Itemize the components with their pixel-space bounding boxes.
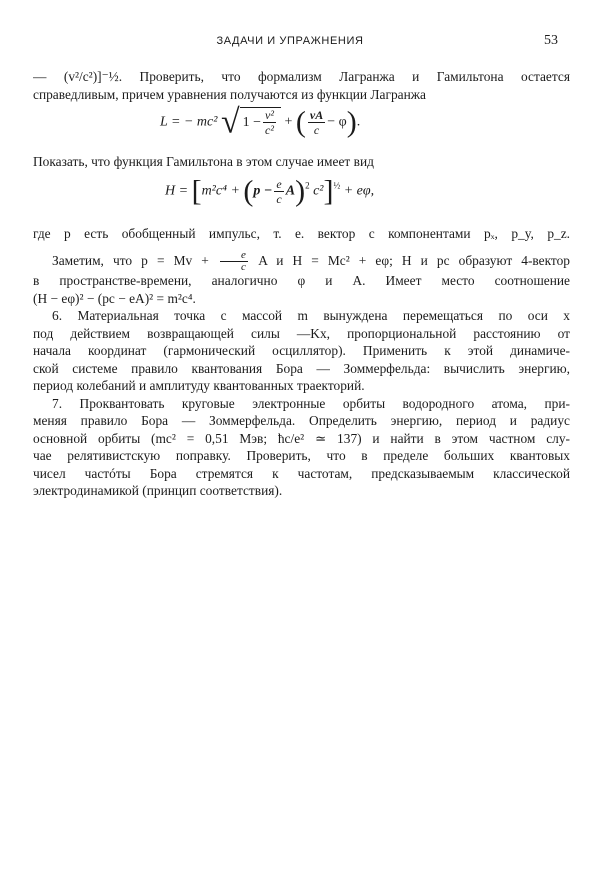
right-paren: ) [295, 174, 306, 207]
text-line: где p есть обобщенный импульс, т. е. вектор с компонентами pₓ, p_y, p_z. [33, 225, 570, 241]
text-line: чае релятивистскую поправку. Проверить, что в пределе больших квантовых [33, 448, 570, 463]
right-paren: ) [346, 105, 357, 139]
fraction [263, 108, 276, 137]
formula-one: 1 − [242, 115, 262, 130]
formula-term: m²c⁴ + [201, 183, 240, 199]
left-paren: ( [295, 105, 306, 139]
denominator: c [276, 191, 282, 206]
numerator: e [220, 250, 248, 262]
running-head [0, 33, 600, 51]
fraction [220, 250, 248, 272]
sqrt-sign: √ [220, 103, 240, 141]
formula-term: A [285, 183, 296, 199]
text-line: справедливым, причем уравнения получаются из функции Лагранжа [33, 86, 426, 102]
text-line: — (v²/c²)]⁻½. Проверить, что формализм Лагранжа и Гамильтона остается [33, 69, 570, 84]
page-number: 53 [544, 33, 558, 48]
text-line: чисел частóты Бора стремятся к частотам, предсказываемым классической [33, 465, 570, 481]
fraction [274, 177, 283, 206]
exponent: ½ [333, 180, 341, 191]
text-line: 6. Материальная точка с массой m вынуждена перемещаться по оси x [52, 308, 570, 323]
denominator: c [240, 261, 246, 272]
text-line: ской системе правило квантования Бора — Зоммерфельда: вычислить энергию, [33, 360, 570, 376]
text-line: под действием возвращающей силы —Kx, пропорциональной расстоянию от [33, 325, 570, 341]
text-line: начала координат (гармонический осциллятор). Применить к этой динамиче- [33, 343, 570, 358]
denominator: c [313, 123, 320, 137]
body-text [33, 68, 570, 500]
text-line: 7. Проквантовать круговые электронные орбиты водородного атома, при- [52, 395, 570, 411]
running-title: ЗАДАЧИ И УПРАЖНЕНИЯ [216, 35, 364, 47]
text-line: в пространстве-времени, аналогично φ и A. Имеет место соотношение [33, 273, 570, 288]
right-bracket: ] [323, 174, 334, 207]
text-line: электродинамикой (принцип соответствия). [33, 483, 283, 498]
formula-tail: + eφ, [343, 183, 375, 199]
formula-term: p − [253, 183, 273, 199]
formula-tail: − φ [327, 114, 347, 130]
text-line: основной орбиты (mc² = 0,51 Мэв; ħc/e² ≃ 137) и найти в этом частном слу- [33, 430, 570, 446]
hamiltonian-formula: H = [m²c⁴ + (p − $\frac{e}{c}$ A)$^2$ c²]$^{\frac{1}{2}}$ + eφ, [165, 174, 375, 207]
plus-sign: + [284, 114, 293, 130]
text-line: меняя правило Бора — Зоммерфельда. Определить энергию, период и радиус [33, 413, 570, 428]
left-bracket: [ [191, 174, 202, 207]
text-line: Заметим, что p = Mv + $\frac{e}{c}$ A и H = Mc² + eφ; H и pc образуют 4-вектор [52, 250, 570, 272]
lagrangian-formula: L = − mc² √ 1 − $\frac{\text{v²}}{\text{c²}}$ + ( $\frac{vA}{c}$ − φ). [160, 103, 361, 141]
formula-lhs: H = [165, 183, 189, 199]
text-line: период колебаний и амплитуду квантованных траекторий. [33, 378, 365, 393]
formula-term: c² [313, 183, 324, 199]
fraction [308, 108, 325, 137]
numerator: e [276, 176, 282, 191]
text-line: Показать, что функция Гамильтона в этом случае имеет вид [33, 154, 374, 169]
numerator: v² [265, 108, 274, 123]
denominator: c² [265, 123, 274, 138]
text-line: (H − eφ)² − (pc − eA)² = m²c⁴. [33, 290, 196, 306]
sqrt-radicand [240, 107, 281, 138]
formula-lhs: L = − mc² [160, 114, 218, 130]
left-paren: ( [243, 174, 254, 207]
numerator: vA [309, 108, 324, 122]
